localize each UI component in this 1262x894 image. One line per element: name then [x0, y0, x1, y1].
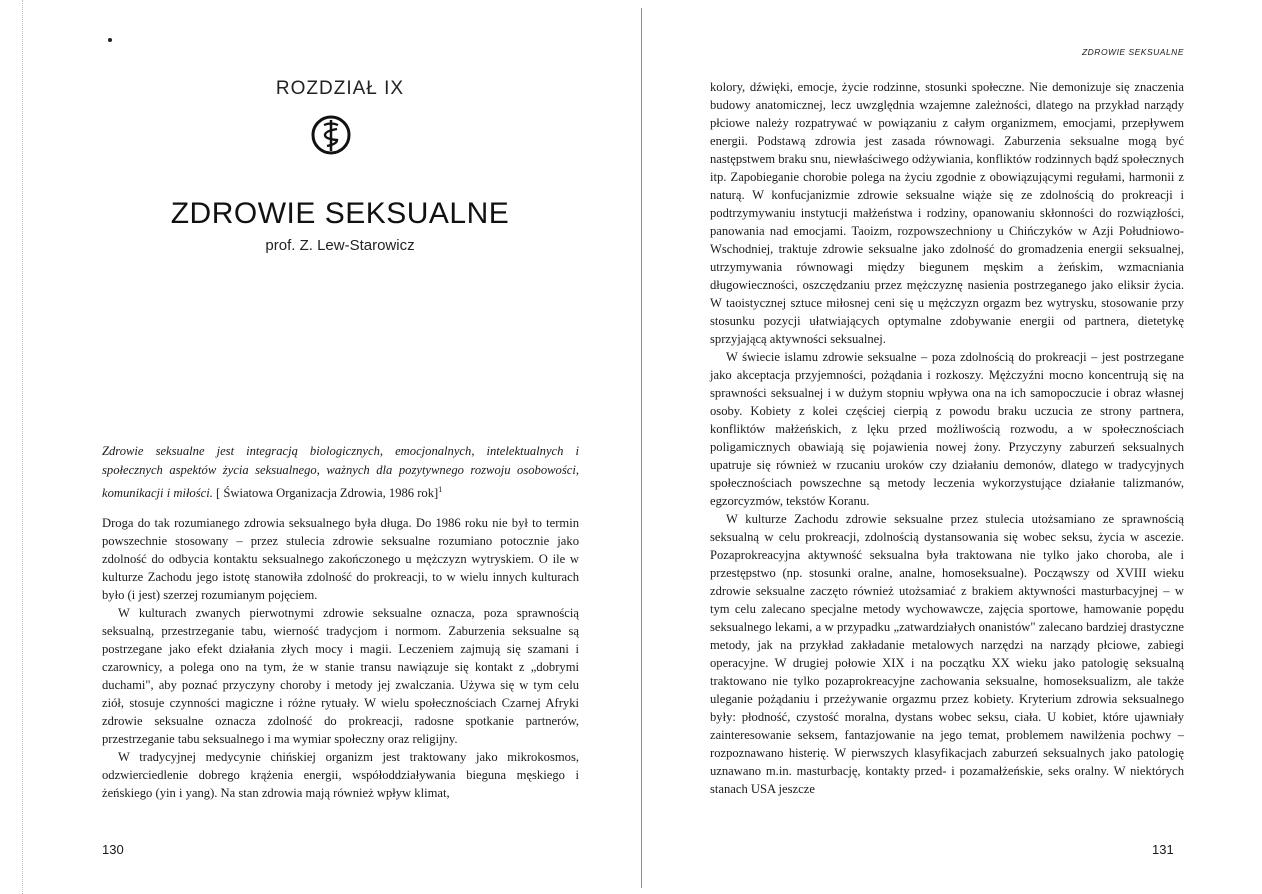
epigraph-source: [ Światowa Organizacja Zdrowia, 1986 rok]	[212, 486, 439, 501]
paragraph: W kulturach zwanych pierwotnymi zdrowie seksualne oznacza, poza sprawnością seksualną, przestrzeganie tabu, wierność tradycjom i normom. Zaburzenia seksualne są postrzegane jako efekt działania złych mocy i magii. Leczeniem zajmują się szamani i czarownicy, a polega ono na tym, że w stanie transu nawiązuje się kontakt z „dobrymi duchami", aby poznać przyczyny choroby i metody jej zwalczania. Używa się w tym celu ziół, stosuje czynności magiczne i różne rytuały. W wielu społecznościach Czarnej Afryki zdrowie seksualne oznacza zdolność do prokreacji, radosne spotkanie partnerów, przestrzeganie tabu seksualnego i ma wymiar społeczny oraz religijny.	[102, 606, 579, 746]
ink-dot	[108, 38, 112, 42]
epigraph-quote: Zdrowie seksualne jest integracją biologicznych, emocjonalnych, intelektualnych i społecznych aspektów życia seksualnego, ważnych dla pozytywnego rozwoju osobowości, komunikacji i miłości.	[102, 444, 579, 501]
paragraph: W tradycyjnej medycynie chińskiej organizm jest traktowany jako mikrokosmos, odzwierciedlenie dobrego krążenia energii, współoddziaływania bieguna męskiego i żeńskiego (yin i yang). Na stan zdrowia mają również wpływ klimat,	[102, 750, 579, 800]
paragraph: W kulturze Zachodu zdrowie seksualne przez stulecia utożsamiano ze sprawnością seksualną w celu prokreacji, zdolnością dystansowania się wobec seksu, życia w ascezie. Pozaprokreacyjna aktywność seksualna była traktowana nie tylko jako choroba, ale i przestępstwo (np. stosunki oralne, analne, homoseksualne). Począwszy od XVIII wieku zdrowie seksualne zaczęto również utożsamiać z brakiem aktywności masturbacyjnej – w tym celu zalecano specjalne metody wychowawcze, zajęcia sportowe, hamowanie popędu seksualnego lekami, a w przypadku „zatwardziałych onanistów" zalecano bardziej drastyczne metody, jak na przykład zakładanie metalowych narzędzi na narządy płciowe, zabiegi operacyjne. W drugiej połowie XIX i na początku XX wieku jako patologię seksualną traktowano nie tylko pozaprokreacyjne zachowania seksualne, homoseksualizm, ale także uleganie pożądaniu i przeżywanie orgazmu przez kobiety. Kryterium zdrowia seksualnego były: płodność, czystość moralna, dystans wobec seksu, ciała. U kobiet, które ujawniały zainteresowanie seksem, fantazjowanie na jego temat, problemem nawilżenia pochwy – rozpoznawano histerię. W pierwszych klasyfikacjach zaburzeń seksualnych jako patologię uznawano m.in. masturbację, kontakty przed- i pozamałżeńskie, seks oralny. W niektórych stanach USA jeszcze	[710, 512, 1184, 796]
author-name: prof. Z. Lew-Starowicz	[265, 237, 415, 254]
right-body-text	[710, 78, 1184, 798]
paragraph: W świecie islamu zdrowie seksualne – poza zdolnością do prokreacji – jest postrzegane jako akceptacja przyjemności, pożądania i rozkoszy. Mężczyźni mocno koncentrują się na sprawności seksualnej i w dużym stopniu wpływa ona na ich samopoczucie i obraz własnej osoby. Kobiety z kolei częściej cierpią z powodu braku uczucia ze strony partnera, konfliktów małżeńskich, z lęku przed możliwością rozwodu, a w społecznościach poligamicznych obawiają się pojawienia nowej żony. Przyczyny zaburzeń seksualnych upatruje się również w rzucaniu uroków czy działaniu demonów, dlatego w tradycyjnych społecznościach powszechne są metody leczenia wykorzystujące działanie talizmanów, egzorcyzmów, tekstów Koranu.	[710, 350, 1184, 508]
chapter-title: ZDROWIE SEKSUALNE	[170, 197, 510, 230]
page-number-left: 130	[102, 842, 124, 857]
footnote-marker: 1	[438, 485, 443, 494]
left-body-text	[102, 514, 579, 802]
page-edge	[22, 0, 24, 894]
epigraph	[102, 442, 579, 503]
page-number-right: 131	[1152, 842, 1174, 857]
running-header: ZDROWIE SEKSUALNE	[1081, 47, 1184, 57]
caduceus-icon	[311, 113, 351, 157]
chapter-label: ROZDZIAŁ IX	[275, 78, 405, 99]
paragraph: kolory, dźwięki, emocje, życie rodzinne, stosunki społeczne. Nie demonizuje się znaczenia budowy anatomicznej, lecz uwzględnia wzajemne zależności, dlatego na przykład narządy płciowe należy rozpatrywać w powiązaniu z całym organizmem, emocjami, przepływem energii. Podstawą zdrowia jest zasada równowagi. Zaburzenia seksualne mogą być następstwem braku snu, niewłaściwego odżywiania, konfliktów rodzinnych bądź społecznych itp. Zapobieganie chorobie polega na życiu zgodnie z obowiązującymi regułami, harmonii z naturą. W konfucjanizmie zdrowie seksualne wiąże się ze zdolnością do prokreacji i podtrzymywaniu instytucji małżeństwa i rodziny, opanowaniu skłonności do rozwiązłości, panowania nad emocjami. Taoizm, rozpowszechniony u Chińczyków w Azji Południowo-Wschodniej, traktuje zdrowie seksualne jako zdolność do gromadzenia energii seksualnej, utrzymywania równowagi między biegunem męskim a żeńskim, wzmacniania długowieczności, oszczędzaniu przez mężczyznę nasienia postrzeganego jako eliksir życia. W taoistycznej sztuce miłosnej ceni się u mężczyzn orgazm bez wytrysku, stosowanie przy stosunku pozycji ułatwiających optymalne zdobywanie energii od partnera, dietetykę sprzyjającą aktywności seksualnej.	[710, 80, 1184, 346]
book-spine	[641, 8, 642, 888]
paragraph: Droga do tak rozumianego zdrowia seksualnego była długa. Do 1986 roku nie był to termin powszechnie stosowany – przez stulecia zdrowie seksualne rozumiano potocznie jako zdolność do odbycia kontaktu seksualnego zakończonego u mężczyzn wytryskiem. O ile w kulturze Zachodu jego istotę stanowiła zdolność do prokreacji, to w wielu innych kulturach było (i jest) szerzej rozumianym pojęciem.	[102, 516, 579, 602]
